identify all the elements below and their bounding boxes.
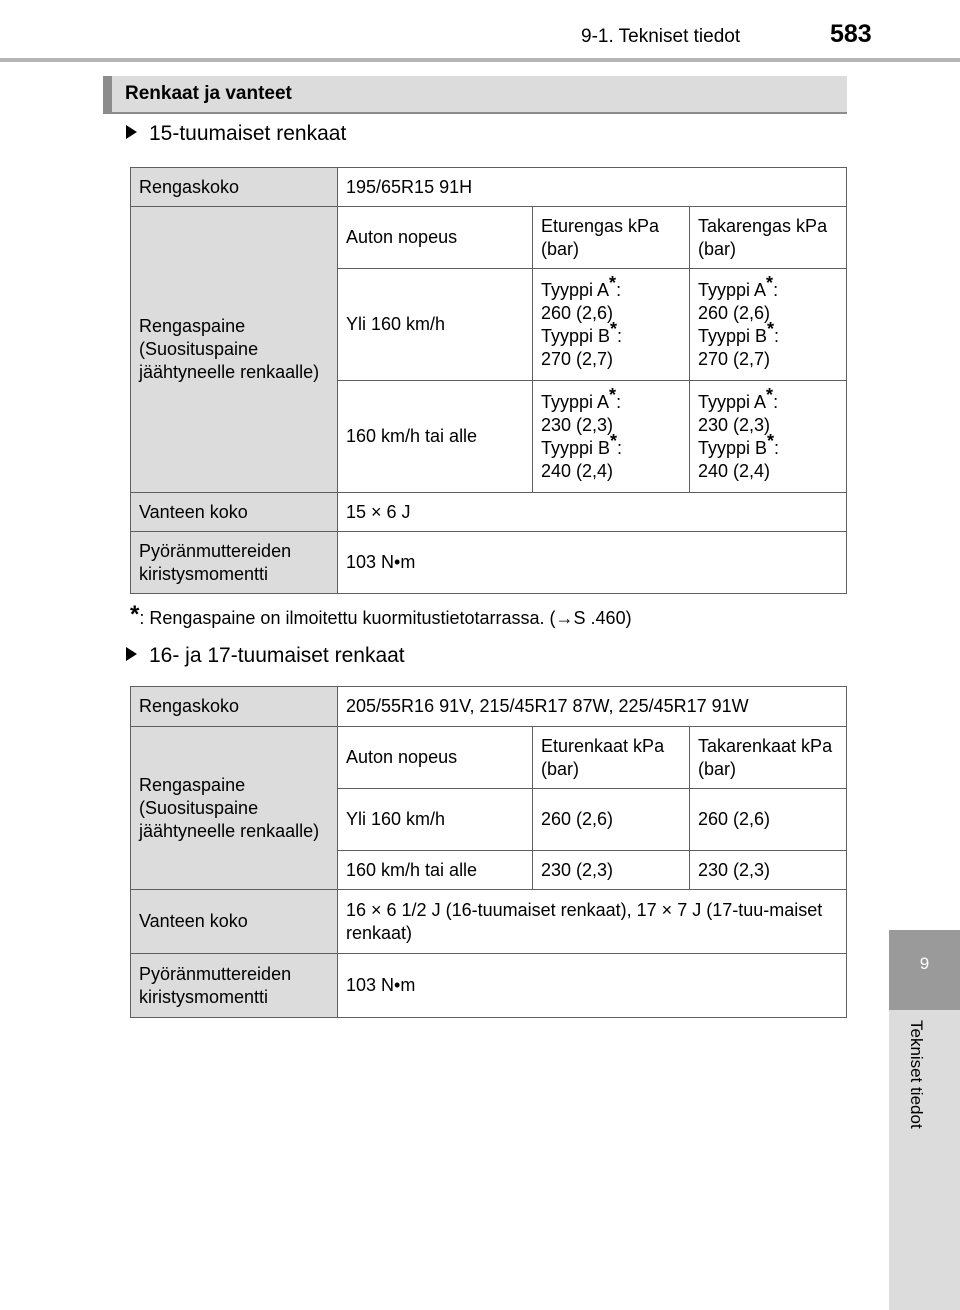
pressure-label: Rengaspaine (Suosituspaine jäähtyneelle renkaalle) [131,207,338,493]
header-rule [0,58,960,62]
rim-size-label: Vanteen koko [131,890,338,954]
section-title: Renkaat ja vanteet [125,83,292,104]
speed-low: 160 km/h tai alle [338,851,533,890]
table-row [131,207,847,269]
front-pressure-high: 260 (2,6) [533,789,690,851]
table-row [131,493,847,532]
torque-label: Pyöränmuttereiden kiristysmomentti [131,954,338,1018]
chapter-number: 9 [919,954,930,973]
tire-table-16-17-inch [130,686,847,1018]
speed-header: Auton nopeus [338,207,533,269]
table-row [131,687,847,727]
table-row [131,727,847,789]
tire-size-value: 205/55R16 91V, 215/45R17 87W, 225/45R17 91W [338,687,847,727]
front-pressure-high: Tyyppi A*: 260 (2,6) Tyyppi B*: 270 (2,7) [533,269,690,381]
rim-size-value: 16 × 6 1/2 J (16-tuumaiset renkaat), 17 × 7 J (17-tuu-maiset renkaat) [338,890,847,954]
table-row [131,890,847,954]
speed-header: Auton nopeus [338,727,533,789]
rear-header: Takarengas kPa (bar) [690,207,847,269]
speed-high: Yli 160 km/h [338,789,533,851]
footnote-marker: * [130,601,140,628]
front-header: Eturenkaat kPa (bar) [533,727,690,789]
subheading-15-inch-text: 15-tuumaiset renkaat [149,122,347,145]
footnote-text: : Rengaspaine on ilmoitettu kuormitustietotarrassa. (→S .460) [139,608,632,628]
triangle-bullet-icon [126,125,137,139]
subheading-16-17-inch-text: 16- ja 17-tuumaiset renkaat [149,644,405,667]
rim-size-value: 15 × 6 J [338,493,847,532]
torque-label: Pyöränmuttereiden kiristysmomentti [131,532,338,594]
chapter-label: Tekniset tiedot [907,1020,926,1129]
table-row [131,954,847,1018]
subheading-16-17-inch [126,644,405,668]
pressure-label: Rengaspaine (Suosituspaine jäähtyneelle renkaalle) [131,727,338,890]
speed-high: Yli 160 km/h [338,269,533,381]
page-number: 583 [830,20,872,48]
front-pressure-low: Tyyppi A*: 230 (2,3) Tyyppi B*: 240 (2,4) [533,381,690,493]
section-title-bar [103,76,847,112]
tire-size-label: Rengaskoko [131,687,338,727]
rear-header: Takarenkaat kPa (bar) [690,727,847,789]
header-section-title: 9-1. Tekniset tiedot [581,26,741,47]
torque-value: 103 N•m [338,532,847,594]
chapter-tab [889,930,960,1010]
tire-table-15-inch [130,167,847,594]
table-row [131,168,847,207]
tire-size-value: 195/65R15 91H [338,168,847,207]
rear-pressure-high: 260 (2,6) [690,789,847,851]
rear-pressure-low: 230 (2,3) [690,851,847,890]
speed-low: 160 km/h tai alle [338,381,533,493]
table-row [131,532,847,594]
rear-pressure-high: Tyyppi A*: 260 (2,6) Tyyppi B*: 270 (2,7) [690,269,847,381]
tire-size-label: Rengaskoko [131,168,338,207]
subheading-15-inch [126,122,346,146]
footnote [130,601,632,629]
rim-size-label: Vanteen koko [131,493,338,532]
triangle-bullet-icon [126,647,137,661]
front-header: Eturengas kPa (bar) [533,207,690,269]
rear-pressure-low: Tyyppi A*: 230 (2,3) Tyyppi B*: 240 (2,4) [690,381,847,493]
section-title-rule [103,112,847,114]
front-pressure-low: 230 (2,3) [533,851,690,890]
torque-value: 103 N•m [338,954,847,1018]
